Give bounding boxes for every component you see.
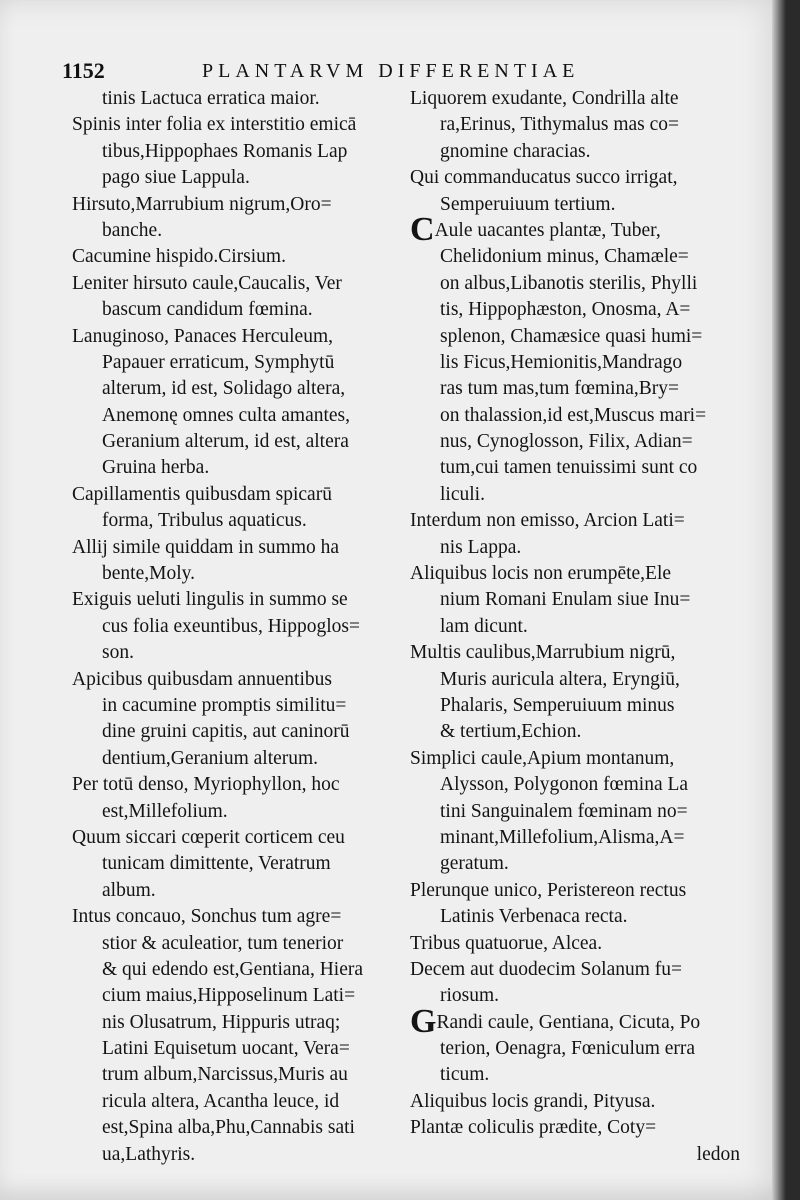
line-text: Latinis Verbenaca recta. — [440, 906, 628, 928]
line-text: ra,Erinus, Tithymalus mas co= — [440, 114, 680, 136]
line-text: nis Olusatrum, Hippuris utraq; — [102, 1011, 341, 1033]
line-text: ledon — [696, 1143, 740, 1165]
right-column — [410, 86, 740, 1168]
line-text: Hirsuto,Marrubium nigrum,Oro= — [72, 193, 332, 215]
line-text: Tribus quatuorue, Alcea. — [410, 932, 603, 954]
text-line — [410, 693, 740, 719]
text-line — [410, 210, 740, 248]
text-line — [410, 1062, 740, 1088]
line-text: on albus,Libanotis sterilis, Phylli — [440, 272, 698, 294]
text-line — [410, 455, 740, 481]
line-text: trum album,Narcissus,Muris au — [102, 1064, 348, 1086]
text-line — [410, 112, 740, 138]
text-line — [72, 851, 412, 877]
text-line — [410, 719, 740, 745]
line-text: ua,Lathyris. — [102, 1143, 196, 1165]
line-text: pago siue Lappula. — [102, 167, 250, 189]
line-text: Aliquibus locis grandi, Pityusa. — [410, 1090, 656, 1112]
line-text: Allij simile quiddam in summo ha — [72, 536, 340, 558]
line-text: tinis Lactuca erratica maior. — [102, 88, 320, 109]
text-line — [410, 746, 740, 772]
text-line — [72, 772, 412, 798]
text-line — [410, 297, 740, 323]
line-text: cium maius,Hipposelinum Lati= — [102, 985, 356, 1007]
line-text: Interdum non emisso, Arcion Lati= — [410, 510, 685, 532]
text-line — [410, 983, 740, 1009]
line-text: Phalaris, Semperuiuum minus — [440, 694, 675, 716]
running-title: PLANTARVM DIFFERENTIAE — [202, 60, 580, 82]
text-line — [72, 403, 412, 429]
line-text: Quum siccari cœperit corticem ceu — [72, 826, 345, 848]
text-line — [410, 667, 740, 693]
text-line — [72, 746, 412, 772]
line-text: terion, Oenagra, Fœniculum erra — [440, 1038, 696, 1060]
line-text: tis, Hippophæston, Onosma, A= — [440, 299, 691, 321]
line-text: Per totū denso, Myriophyllon, hoc — [72, 774, 340, 796]
text-line — [410, 139, 740, 165]
line-text: nus, Cynoglosson, Filix, Adian= — [440, 431, 693, 453]
text-line — [410, 350, 740, 376]
text-line — [72, 825, 412, 851]
line-text: ras tum mas,tum fœmina,Bry= — [440, 378, 680, 400]
text-line — [72, 640, 412, 666]
line-text: Muris auricula altera, Eryngiū, — [440, 668, 680, 690]
text-line — [72, 878, 412, 904]
line-text: Aule uacantes plantæ, Tuber, — [434, 219, 661, 241]
text-line — [72, 86, 412, 112]
text-line — [410, 535, 740, 561]
line-text: geratum. — [440, 853, 509, 875]
text-line — [72, 376, 412, 402]
text-line — [72, 535, 412, 561]
line-text: Lanuginoso, Panaces Herculeum, — [72, 325, 334, 347]
text-line — [410, 324, 740, 350]
line-text: est,Millefolium. — [102, 800, 228, 822]
text-line — [410, 1036, 740, 1062]
line-text: est,Spina alba,Phu,Cannabis sati — [102, 1117, 355, 1139]
line-text: banche. — [102, 219, 163, 241]
text-line — [410, 244, 740, 270]
line-text: nium Romani Enulam siue Inu= — [440, 589, 691, 611]
text-line — [410, 271, 740, 297]
line-text: Alysson, Polygonon fœmina La — [440, 774, 689, 796]
line-text: gnomine characias. — [440, 140, 591, 162]
text-line — [72, 324, 412, 350]
text-line — [72, 957, 412, 983]
line-text: Exiguis ueluti lingulis in summo se — [72, 589, 348, 611]
text-line — [72, 799, 412, 825]
drop-cap: G — [410, 1002, 437, 1040]
line-text: Geranium alterum, id est, altera — [102, 431, 349, 453]
text-line — [72, 614, 412, 640]
text-line — [410, 614, 740, 640]
line-text: Latini Equisetum uocant, Vera= — [102, 1038, 350, 1060]
line-text: riosum. — [440, 985, 500, 1007]
line-text: Cacumine hispido.Cirsium. — [72, 246, 286, 268]
text-line — [72, 455, 412, 481]
line-text: lam dicunt. — [440, 615, 528, 637]
text-line — [410, 931, 740, 957]
text-line — [410, 192, 740, 218]
line-text: Liquorem exudante, Condrilla alte — [410, 88, 679, 109]
text-line — [410, 825, 740, 851]
line-text: splenon, Chamæsice quasi humi= — [440, 325, 703, 347]
line-text: bascum candidum fœmina. — [102, 299, 313, 321]
line-text: son. — [102, 642, 134, 664]
line-text: dine gruini capitis, aut caninorū — [102, 721, 350, 743]
line-text: Leniter hirsuto caule,Caucalis, Ver — [72, 272, 342, 294]
line-text: on thalassion,id est,Muscus mari= — [440, 404, 707, 426]
text-line — [72, 587, 412, 613]
text-line — [72, 931, 412, 957]
text-line — [72, 350, 412, 376]
text-line — [72, 1142, 412, 1168]
line-text: nis Lappa. — [440, 536, 522, 558]
text-line — [72, 1036, 412, 1062]
text-line — [72, 1089, 412, 1115]
text-line — [72, 482, 412, 508]
text-line — [72, 218, 412, 244]
text-line — [410, 165, 740, 191]
line-text: alterum, id est, Solidago altera, — [102, 378, 346, 400]
text-line — [410, 1002, 740, 1040]
line-text: Capillamentis quibusdam spicarū — [72, 483, 332, 505]
text-line — [72, 1062, 412, 1088]
line-text: Decem aut duodecim Solanum fu= — [410, 958, 683, 980]
line-text: Apicibus quibusdam annuentibus — [72, 668, 332, 690]
left-column — [72, 86, 412, 1168]
line-text: Intus concauo, Sonchus tum agre= — [72, 906, 342, 928]
text-line — [410, 403, 740, 429]
line-text: cus folia exeuntibus, Hippoglos= — [102, 615, 360, 637]
text-line — [72, 112, 412, 138]
text-line — [72, 1010, 412, 1036]
line-text: stior & aculeatior, tum tenerior — [102, 932, 344, 954]
line-text: Plantæ coliculis prædite, Coty= — [410, 1117, 657, 1139]
line-text: lis Ficus,Hemionitis,Mandrago — [440, 351, 683, 373]
text-line — [72, 693, 412, 719]
line-text: liculi. — [440, 483, 485, 505]
text-line — [72, 244, 412, 270]
line-text: Gruina herba. — [102, 457, 210, 479]
text-line — [410, 878, 740, 904]
line-text: ticum. — [440, 1064, 490, 1086]
line-text: tibus,Hippophaes Romanis Lap — [102, 140, 348, 162]
line-text: Papauer erraticum, Symphytū — [102, 351, 335, 373]
text-line — [72, 1115, 412, 1141]
text-line — [410, 799, 740, 825]
line-text: Simplici caule,Apium montanum, — [410, 747, 675, 769]
text-line — [72, 429, 412, 455]
line-text: Plerunque unico, Peristereon rectus — [410, 879, 687, 901]
text-line — [410, 957, 740, 983]
text-line — [72, 983, 412, 1009]
text-line — [410, 429, 740, 455]
line-text: Qui commanducatus succo irrigat, — [410, 167, 678, 189]
text-line — [72, 904, 412, 930]
text-line — [72, 297, 412, 323]
text-line — [410, 904, 740, 930]
text-line — [410, 1142, 740, 1168]
line-text: Multis caulibus,Marrubium nigrū, — [410, 642, 676, 664]
line-text: minant,Millefolium,Alisma,A= — [440, 826, 685, 848]
text-line — [410, 1089, 740, 1115]
line-text: & tertium,Echion. — [440, 721, 582, 743]
text-line — [72, 271, 412, 297]
text-line — [410, 772, 740, 798]
line-text: Spinis inter folia ex interstitio emicā — [72, 114, 357, 136]
line-text: tum,cui tamen tenuissimi sunt co — [440, 457, 698, 479]
drop-cap: C — [410, 210, 435, 248]
line-text: in cacumine promptis similitu= — [102, 694, 347, 716]
text-line — [72, 139, 412, 165]
text-line — [410, 1115, 740, 1141]
text-line — [410, 587, 740, 613]
line-text: forma, Tribulus aquaticus. — [102, 510, 307, 532]
text-line — [72, 667, 412, 693]
text-line — [72, 165, 412, 191]
page-edge-shadow — [772, 0, 786, 1200]
text-line — [410, 561, 740, 587]
line-text: ricula altera, Acantha leuce, id — [102, 1090, 340, 1112]
text-line — [72, 192, 412, 218]
line-text: Semperuiuum tertium. — [440, 193, 616, 215]
text-line — [410, 508, 740, 534]
text-line — [410, 851, 740, 877]
text-line — [410, 640, 740, 666]
text-line — [72, 561, 412, 587]
line-text: Anemonę omnes culta amantes, — [102, 404, 351, 426]
line-text: dentium,Geranium alterum. — [102, 747, 319, 769]
text-line — [410, 482, 740, 508]
text-line — [410, 86, 740, 112]
text-line — [410, 376, 740, 402]
page-number: 1152 — [62, 58, 105, 83]
line-text: Randi caule, Gentiana, Cicuta, Po — [436, 1011, 701, 1033]
line-text: tini Sanguinalem fœminam no= — [440, 800, 688, 822]
text-line — [72, 508, 412, 534]
line-text: Aliquibus locis non erumpēte,Ele — [410, 563, 672, 585]
page-header — [62, 58, 742, 88]
line-text: bente,Moly. — [102, 563, 195, 585]
line-text: tunicam dimittente, Veratrum — [102, 853, 331, 875]
line-text: Chelidonium minus, Chamæle= — [440, 246, 689, 268]
line-text: & qui edendo est,Gentiana, Hiera — [102, 958, 363, 980]
line-text: album. — [102, 879, 156, 901]
text-line — [72, 719, 412, 745]
